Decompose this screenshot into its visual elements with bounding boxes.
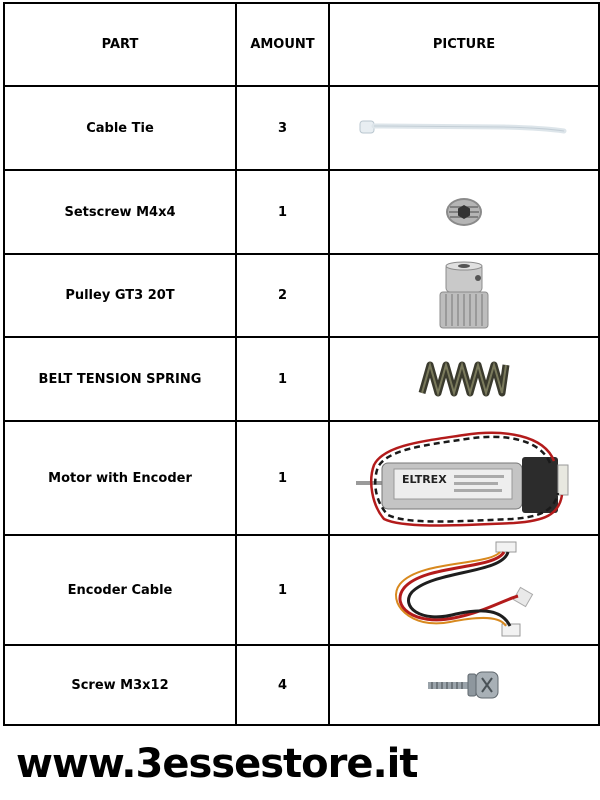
setscrew-icon [442,195,486,229]
parts-table [3,2,600,726]
motor-icon [354,425,574,531]
table-row [4,645,599,725]
table-row [4,535,599,645]
part-name: Cable Tie [4,86,236,170]
part-amount: 2 [236,254,329,337]
part-amount: 1 [236,337,329,421]
pulley-icon [434,260,494,332]
part-picture [329,337,599,421]
part-name: Motor with Encoder [4,421,236,535]
part-name: BELT TENSION SPRING [4,337,236,421]
cable-icon [384,540,544,640]
part-amount: 4 [236,645,329,725]
part-picture [329,535,599,645]
table-row [4,254,599,337]
table-row [4,421,599,535]
cable-tie-icon [354,113,574,143]
motor-brand-label: ELTREX [402,473,447,486]
header-part: PART [4,3,236,86]
part-name: Encoder Cable [4,535,236,645]
part-picture [329,254,599,337]
screw-icon [424,668,504,702]
part-amount: 1 [236,421,329,535]
part-picture [329,645,599,725]
part-name: Pulley GT3 20T [4,254,236,337]
table-row [4,337,599,421]
website-url: www.3essestore.it [16,741,418,787]
part-amount: 1 [236,535,329,645]
part-name: Screw M3x12 [4,645,236,725]
header-row [4,3,599,86]
part-picture [329,170,599,254]
part-amount: 1 [236,170,329,254]
table-row [4,86,599,170]
spring-icon [416,359,512,399]
part-picture [329,421,599,535]
table-row [4,170,599,254]
part-name: Setscrew M4x4 [4,170,236,254]
header-picture: PICTURE [329,3,599,86]
part-amount: 3 [236,86,329,170]
header-amount: AMOUNT [236,3,329,86]
part-picture [329,86,599,170]
